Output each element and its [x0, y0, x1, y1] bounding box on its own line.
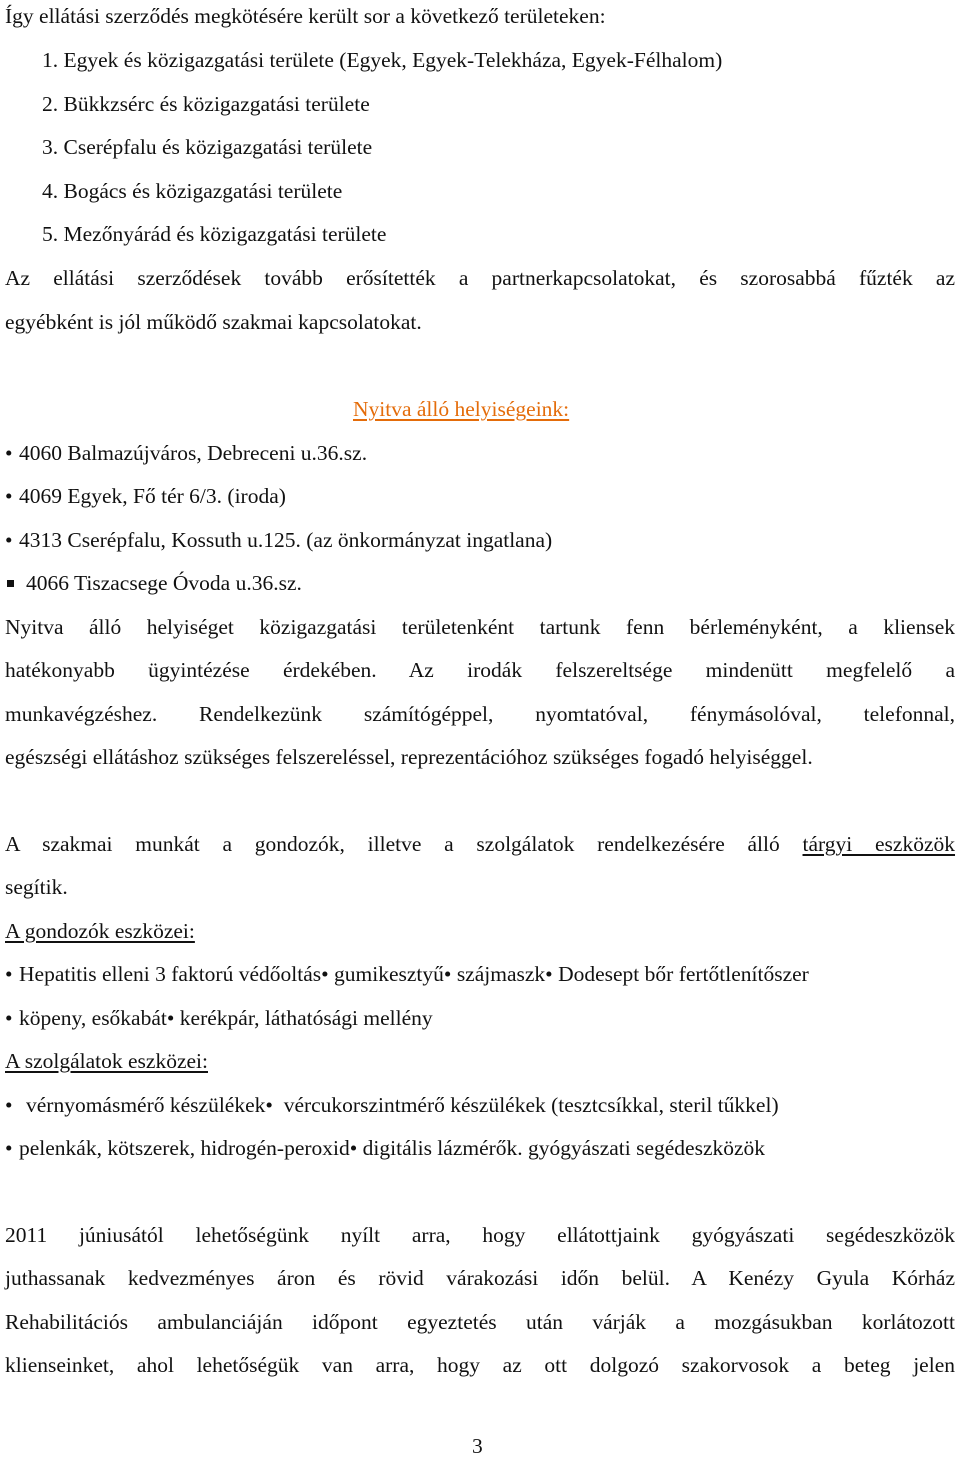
carers-items-line: • köpeny, esőkabát• kerékpár, láthatósági mellény — [5, 1006, 433, 1030]
area-item: 5. Mezőnyárád és közigazgatási területe — [42, 222, 387, 246]
page-number: 3 — [472, 1434, 483, 1458]
intro-text: Így ellátási szerződés megkötésére került sor a következő területeken: — [5, 4, 606, 28]
carers-items-line: • Hepatitis elleni 3 faktorú védőoltás• gumikesztyű• szájmaszk• Dodesept bőr fertőtlenítőszer — [5, 962, 809, 986]
paragraph-line: egyébként is jól működő szakmai kapcsolatokat. — [5, 310, 422, 334]
services-items-line: • pelenkák, kötszerek, hidrogén-peroxid• digitális lázmérők. gyógyászati segédeszközök — [5, 1136, 766, 1160]
bullet-icon: • — [166, 1006, 180, 1030]
square-bullet-icon — [7, 580, 14, 587]
paragraph-line: A szakmai munkát a gondozók, illetve a szolgálatok rendelkezésére álló tárgyi eszközök — [5, 832, 956, 856]
paragraph-line: klienseinket, ahol lehetőségük van arra, hogy az ott dolgozó szakorvosok a beteg jelen — [5, 1353, 955, 1377]
bullet-icon: • — [321, 962, 335, 986]
bullet-icon: • — [5, 1136, 13, 1160]
services-heading: A szolgálatok eszközei: — [5, 1049, 208, 1073]
carers-heading: A gondozók eszközei: — [5, 919, 195, 943]
bullet-icon: • — [265, 1093, 284, 1117]
office-item: 4066 Tiszacsege Óvoda u.36.sz. — [5, 569, 302, 597]
paragraph-line: 2011 júniusától lehetőségünk nyílt arra, hogy ellátottjaink gyógyászati segédeszközök — [5, 1223, 955, 1247]
paragraph-line: egészségi ellátáshoz szükséges felszereléssel, reprezentációhoz szükséges fogadó helyiséggel. — [5, 745, 813, 769]
area-item: 1. Egyek és közigazgatási területe (Egyek, Egyek-Telekháza, Egyek-Félhalom) — [42, 48, 723, 72]
office-item: • 4069 Egyek, Fő tér 6/3. (iroda) — [5, 484, 286, 508]
paragraph-line: hatékonyabb ügyintézése érdekében. Az irodák felszereltsége mindenütt megfelelő a — [5, 658, 955, 682]
bullet-icon: • — [5, 1093, 13, 1117]
paragraph-line: Az ellátási szerződések tovább erősítették a partnerkapcsolatokat, és szorosabbá fűzték az — [5, 266, 955, 290]
offices-heading: Nyitva álló helyiségeink: — [353, 397, 570, 421]
bullet-icon: • — [5, 528, 13, 552]
bullet-icon: • — [349, 1136, 363, 1160]
bullet-icon: • — [5, 962, 13, 986]
area-item: 4. Bogács és közigazgatási területe — [42, 179, 343, 203]
paragraph-line: segítik. — [5, 875, 68, 899]
paragraph-line: Rehabilitációs ambulanciáján időpont egyeztetés után várják a mozgásukban korlátozott — [5, 1310, 955, 1334]
area-item: 3. Cserépfalu és közigazgatási területe — [42, 135, 373, 159]
paragraph-line: munkavégzéshez. Rendelkezünk számítógéppel, nyomtatóval, fénymásolóval, telefonnal, — [5, 702, 955, 726]
bullet-icon: • — [5, 484, 13, 508]
bullet-icon: • — [545, 962, 559, 986]
area-item: 2. Bükkzsérc és közigazgatási területe — [42, 92, 370, 116]
paragraph-line: juthassanak kedvezményes áron és rövid várakozási időn belül. A Kenézy Gyula Kórház — [5, 1266, 955, 1290]
bullet-icon: • — [5, 1006, 13, 1030]
bullet-icon: • — [5, 441, 13, 465]
office-item: • 4060 Balmazújváros, Debreceni u.36.sz. — [5, 441, 368, 465]
tangible-assets-link: tárgyi eszközök — [802, 832, 956, 856]
paragraph-line: Nyitva álló helyiséget közigazgatási területenként tartunk fenn bérleményként, a kliensek — [5, 615, 955, 639]
bullet-icon: • — [443, 962, 457, 986]
office-item: • 4313 Cserépfalu, Kossuth u.125. (az önkormányzat ingatlana) — [5, 528, 553, 552]
services-items-line: • vérnyomásmérő készülékek• vércukorszintmérő készülékek (tesztcsíkkal, steril tűkkel) — [5, 1093, 779, 1117]
